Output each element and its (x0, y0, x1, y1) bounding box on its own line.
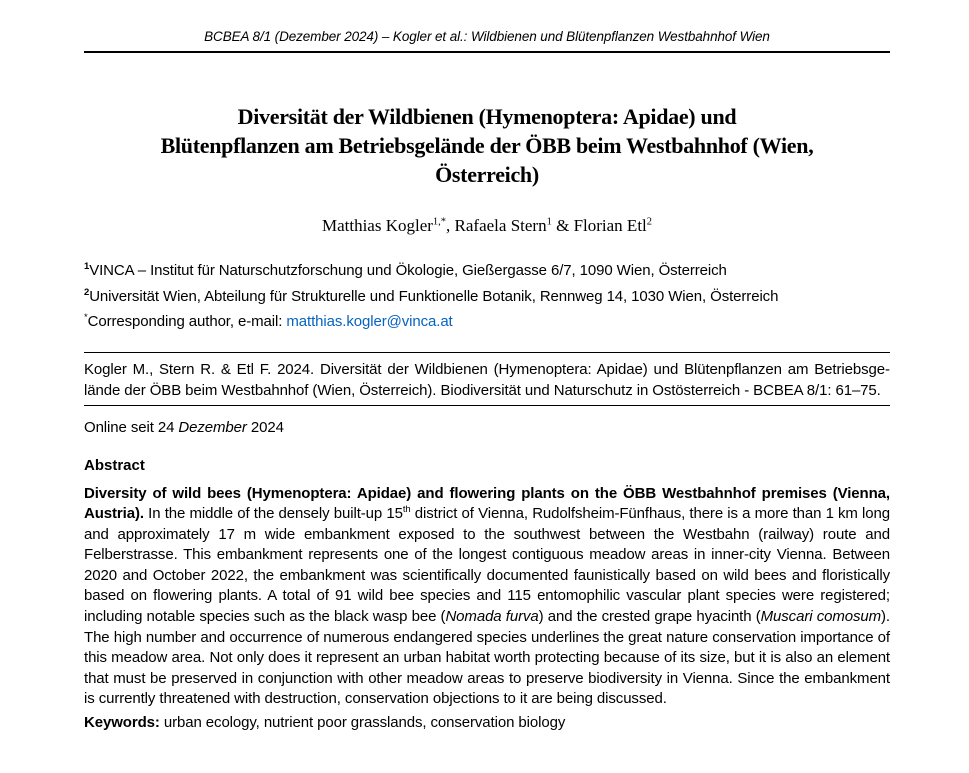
article-title-line-1: Diversität der Wildbienen (Hymenoptera: Apidae) und (237, 104, 737, 129)
online-date-prefix: Online seit 24 (84, 418, 179, 436)
keywords-line (84, 713, 890, 732)
abstract-heading: Abstract (84, 456, 145, 474)
author-name-3: Florian Etl (573, 216, 647, 235)
species-name-2: Muscari comosum (760, 608, 882, 626)
article-title (84, 102, 890, 189)
affiliation-2-marker: 2 (84, 286, 90, 298)
species-name-1: Nomada furva (445, 608, 539, 626)
online-date-line (84, 418, 890, 437)
keywords-text: urban ecology, nutrient poor grasslands, conservation biology (159, 714, 566, 732)
affiliation-2-text: Universität Wien, Abteilung für Strukturelle und Funktionelle Botanik, Rennweg 14, 1030 Wien, Österreich (89, 287, 779, 305)
abstract-lead-sentence: Diversity of wild bees (Hymenoptera: Apidae) and flowering plants on the ÖBB Westbahnhof premises (Vienna, Austria). (84, 484, 890, 523)
author-name-1: Matthias Kogler (321, 216, 433, 235)
abstract-body-4: ). The high number and occurrence of numerous endangered species underlines the great nature conservation importance of this meadow area. Not only does it represent an urban habitat worth protecting because of its size, but it is also an element that must be preserved in conjunction with other meadow areas to preserve biodiversity in Vienna. Since the embankment is currently threatened with destruction, conservation objections to it are being discussed. (84, 608, 890, 708)
corresponding-author-line (84, 314, 890, 331)
corresponding-author-marker: * (84, 312, 88, 323)
abstract-body-1: In the middle of the densely built-up 15 (143, 505, 403, 523)
author-affil-marker-2: 1 (546, 216, 552, 228)
author-separator-2: & (551, 216, 574, 235)
author-affil-marker-3: 2 (646, 216, 653, 228)
running-header: BCBEA 8/1 (Dezember 2024) – Kogler et al.: Wildbienen und Blütenpflanzen Westbahnhof Wien (204, 29, 770, 44)
abstract-ordinal-superscript: th (402, 504, 411, 516)
article-title-line-2: Blütenpflanzen am Betriebsgelände der ÖBB beim Westbahnhof (Wien, (160, 133, 814, 158)
author-name-2: Rafaela Stern (454, 216, 547, 235)
authors-line (84, 215, 890, 237)
author-separator-1: , (446, 216, 455, 235)
article-title-line-3: Österreich) (435, 162, 539, 187)
citation-text: Kogler M., Stern R. & Etl F. 2024. Diversität der Wildbienen (Hymenoptera: Apidae) und Blütenpflanzen am Betriebsgelände der ÖBB beim Westbahnhof (Wien, Österreich). Biodiversität und Naturschutz in Ostösterreich - BCBEA 8/1: 61–75. (84, 360, 890, 399)
abstract-body-2: district of Vienna, Rudolfsheim-Fünfhaus, there is a more than 1 km long and approximately 17 m wide embankment exposed to the southwest between the Westbahn (railway) route and Felberstrasse. This embankment represents one of the longest contiguous meadow areas in inner-city Vienna. Between 2020 and October 2022, the embankment was scientifically documented faunistically based on wild bees and floristically based on flowering plants. A total of 91 wild bee species and 115 entomophilic vascular plant species were registered; including notable species such as the black wasp bee ( (84, 505, 891, 626)
citation-rule-bottom (84, 405, 890, 406)
online-date-month: Dezember (178, 418, 247, 436)
online-date-suffix: 2024 (246, 418, 284, 436)
header-rule (84, 51, 890, 53)
author-affil-marker-1: 1,* (432, 216, 447, 228)
keywords-label: Keywords: (84, 714, 160, 732)
abstract-text (84, 484, 890, 711)
affiliation-1-marker: 1 (84, 261, 90, 272)
email-link[interactable]: matthias.kogler@vinca.at (286, 313, 453, 330)
affiliation-2 (84, 286, 890, 306)
abstract-body-3: ) and the crested grape hyacinth ( (538, 608, 761, 626)
affiliation-1-text: VINCA – Institut für Naturschutzforschung und Ökologie, Gießergasse 6/7, 1090 Wien, Österreich (89, 262, 727, 279)
affiliation-1 (84, 263, 890, 280)
corresponding-author-text: Corresponding author, e-mail: (87, 313, 287, 330)
